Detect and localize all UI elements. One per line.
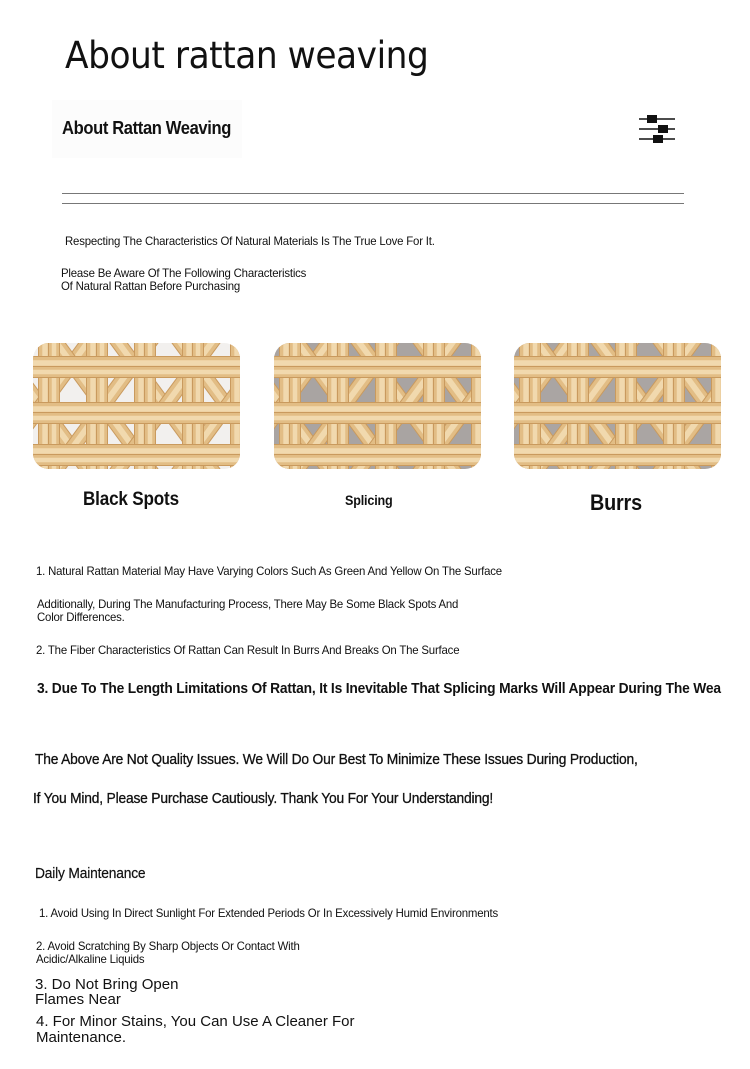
black-spots-photo — [33, 343, 240, 469]
maintenance-item-1: 1. Avoid Using In Direct Sunlight For Extended Periods Or In Excessively Humid Environments — [39, 906, 498, 920]
intro-notice-line2: Of Natural Rattan Before Purchasing — [61, 279, 241, 293]
note-item-1: 1. Natural Rattan Material May Have Varying Colors Such As Green And Yellow On The Surface — [36, 564, 502, 578]
maintenance-item-2-line1: 2. Avoid Scratching By Sharp Objects Or Contact With — [36, 939, 300, 953]
section-subtitle: About Rattan Weaving — [62, 118, 231, 138]
disclaimer-line2: If You Mind, Please Purchase Cautiously. Thank You For Your Understanding! — [33, 790, 493, 807]
intro-tagline: Respecting The Characteristics Of Natural Materials Is The True Love For It. — [65, 234, 435, 248]
maintenance-item-4-line2: Maintenance. — [36, 1029, 127, 1046]
splicing-photo — [274, 343, 481, 469]
divider-top — [62, 193, 684, 194]
intro-notice-line1: Please Be Aware Of The Following Characteristics — [61, 266, 307, 280]
label-black-spots: Black Spots — [83, 489, 179, 510]
maintenance-item-2-line2: Acidic/Alkaline Liquids — [36, 952, 145, 966]
divider-bottom — [62, 203, 684, 204]
label-burrs: Burrs — [590, 490, 642, 515]
maintenance-item-3-line1: 3. Do Not Bring Open — [35, 976, 179, 993]
maintenance-item-3-line2: Flames Near — [35, 991, 121, 1008]
maintenance-item-4-line1: 4. For Minor Stains, You Can Use A Cleaner For — [36, 1013, 355, 1030]
sliders-icon — [637, 114, 677, 144]
note-item-1-extra-line1: Additionally, During The Manufacturing Process, There May Be Some Black Spots And — [37, 597, 459, 611]
note-item-3: 3. Due To The Length Limitations Of Rattan, It Is Inevitable That Splicing Marks Will Appear During The Wea — [37, 680, 721, 697]
maintenance-heading: Daily Maintenance — [35, 865, 146, 882]
note-item-1-extra-line2: Color Differences. — [37, 610, 125, 624]
page-title: About rattan weaving — [65, 34, 429, 77]
burrs-photo — [514, 343, 721, 469]
label-splicing: Splicing — [345, 492, 393, 508]
note-item-2: 2. The Fiber Characteristics Of Rattan Can Result In Burrs And Breaks On The Surface — [36, 643, 460, 657]
disclaimer-line1: The Above Are Not Quality Issues. We Will Do Our Best To Minimize These Issues During Production, — [35, 751, 638, 768]
